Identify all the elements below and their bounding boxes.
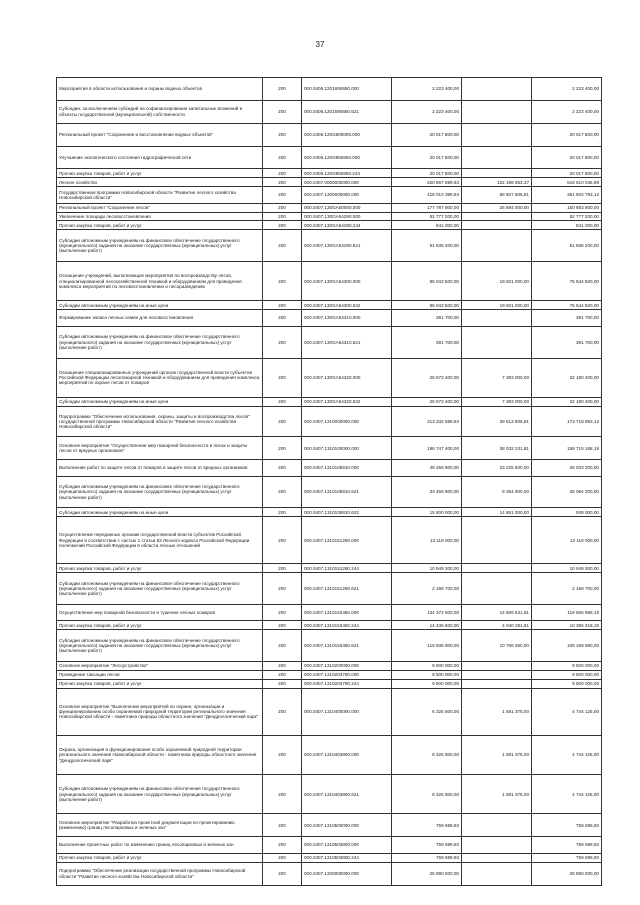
admin-code-cell: 200 <box>263 662 302 671</box>
amount-regional-cell: 2 223 400,00 <box>532 78 602 101</box>
budget-code-cell: 000.0407.130GA54320.000 <box>302 358 392 397</box>
table-row <box>57 662 602 671</box>
budget-code-cell: 000.0406.1201690650.000 <box>302 78 392 101</box>
amount-regional-cell: 158 715 168,19 <box>532 437 602 460</box>
amount-total-cell: 6 325 500,00 <box>392 688 462 735</box>
amount-regional-cell: 75 544 500,00 <box>532 262 602 301</box>
table-row <box>57 187 602 204</box>
amount-federal-cell <box>462 853 532 862</box>
expense-name-cell: Основное мероприятие "Разработка проектной документации по проектированию (изменению) границ лесопарковых и зеленых зон" <box>57 814 263 837</box>
budget-code-cell: 000.0407.1310400000.000 <box>302 688 392 735</box>
table-row <box>57 604 602 621</box>
amount-total-cell: 177 787 800,00 <box>392 203 462 212</box>
amount-federal-cell <box>462 564 532 573</box>
amount-federal-cell <box>462 310 532 327</box>
amount-federal-cell: 19 501 000,00 <box>462 301 532 310</box>
expense-name-cell: Прочая закупка товаров, работ и услуг <box>57 853 263 862</box>
amount-total-cell: 2 168 700,00 <box>392 573 462 605</box>
amount-regional-cell: 2 168 700,00 <box>532 573 602 605</box>
table-row <box>57 476 602 508</box>
amount-total-cell: 95 043 500,00 <box>392 262 462 301</box>
admin-code-cell: 200 <box>263 397 302 406</box>
amount-total-cell: 9 500 000,00 <box>392 679 462 688</box>
amount-federal-cell <box>462 78 532 101</box>
amount-regional-cell: 75 544 500,00 <box>532 301 602 310</box>
amount-regional-cell: 26 033 300,00 <box>532 460 602 477</box>
table-row <box>57 853 602 862</box>
budget-code-cell: 000.0407.1310151290.000 <box>302 517 392 564</box>
budget-code-cell: 000.0407.1310203790.000 <box>302 670 392 679</box>
admin-code-cell: 200 <box>263 406 302 436</box>
amount-total-cell: 20 017 800,00 <box>392 169 462 178</box>
expense-name-cell: Выполнение проектных работ по изменению границ лесопарковых и зеленых зон <box>57 837 263 854</box>
amount-regional-cell: 4 744 125,00 <box>532 688 602 735</box>
amount-regional-cell: 173 718 993,12 <box>532 406 602 436</box>
amount-federal-cell <box>462 169 532 178</box>
amount-regional-cell: 22 180 400,00 <box>532 358 602 397</box>
table-row <box>57 621 602 630</box>
amount-total-cell: 391 700,00 <box>392 310 462 327</box>
admin-code-cell: 200 <box>263 123 302 146</box>
admin-code-cell: 200 <box>263 78 302 101</box>
amount-total-cell: 6 325 500,00 <box>392 775 462 814</box>
amount-federal-cell: 1 581 375,00 <box>462 735 532 774</box>
expense-name-cell: Субсидии автономным учреждениям на финансовое обеспечение государственного (муниципального) задания на оказание государственных (муниципальных) услуг (выполнение работ) <box>57 775 263 814</box>
expense-name-cell: Основное мероприятие "Лесоустройство" <box>57 662 263 671</box>
expense-name-cell: Субсидии автономным учреждениям на финансовое обеспечение государственного (муниципального) задания на оказание государственных (муниципальных) услуг (выполнение работ) <box>57 230 263 262</box>
amount-total-cell: 213 332 599,93 <box>392 406 462 436</box>
amount-federal-cell: 19 501 000,00 <box>462 262 532 301</box>
amount-regional-cell: 939 000,00 <box>532 508 602 517</box>
amount-regional-cell: 20 017 800,00 <box>532 123 602 146</box>
amount-federal-cell <box>462 123 532 146</box>
expense-name-cell: Мероприятия в области использования и охраны водных объектов <box>57 78 263 101</box>
amount-total-cell: 29 573 400,00 <box>392 358 462 397</box>
budget-code-cell: 000.0407.1310503800.244 <box>302 853 392 862</box>
expense-name-cell: Оснащение учреждений, выполняющих мероприятия по воспроизводству лесов, специализированной лесохозяйственной техникой и оборудованием для проведения комплекса мероприятий по лесовосстановлению и лесоразведению <box>57 262 263 301</box>
expense-name-cell: Прочая закупка товаров, работ и услуг <box>57 564 263 573</box>
expense-name-cell: Основное мероприятие "Выполнение мероприятий по охране, организации и функционированию особо охраняемой природной территории регионального значения Новосибирской области - памятника природы областного значения "Дендрологический парк" <box>57 688 263 735</box>
admin-code-cell: 200 <box>263 178 302 187</box>
amount-regional-cell: 841 000,00 <box>532 221 602 230</box>
expense-name-cell: Проведение таксации лесов <box>57 670 263 679</box>
budget-code-cell: 000.0406.120G800000.000 <box>302 123 392 146</box>
admin-code-cell: 200 <box>263 688 302 735</box>
budget-code-cell: 000.0407.1310500000.000 <box>302 814 392 837</box>
expense-name-cell: Подпрограмма "Обеспечение использования, охраны, защиты и воспроизводства лесов" государственной программы Новосибирской области "Развитие лесного хозяйства Новосибирской области" <box>57 406 263 436</box>
amount-total-cell: 9 500 000,00 <box>392 662 462 671</box>
budget-code-cell: 000.0407.1320000000.000 <box>302 862 392 885</box>
budget-code-cell: 000.0407.130GA54310.621 <box>302 326 392 358</box>
amount-federal-cell <box>462 230 532 262</box>
amount-total-cell: 26 890 000,00 <box>392 862 462 885</box>
amount-federal-cell <box>462 100 532 123</box>
expense-name-cell: Прочая закупка товаров, работ и услуг <box>57 169 263 178</box>
admin-code-cell: 200 <box>263 679 302 688</box>
amount-total-cell: 14 436 600,00 <box>392 621 462 630</box>
budget-code-cell: 000.0406.1201690650.521 <box>302 100 392 123</box>
table-row <box>57 814 602 837</box>
amount-federal-cell: 102 196 853,37 <box>462 178 532 187</box>
table-row <box>57 146 602 169</box>
budget-code-cell: 000.0406.120G850650.244 <box>302 169 392 178</box>
admin-code-cell: 200 <box>263 437 302 460</box>
budget-code-cell: 000.0407.130GA54310.000 <box>302 310 392 327</box>
amount-federal-cell <box>462 221 532 230</box>
table-row <box>57 301 602 310</box>
table-row <box>57 406 602 436</box>
amount-regional-cell: 759 699,93 <box>532 814 602 837</box>
amount-total-cell: 10 949 300,00 <box>392 564 462 573</box>
expense-name-cell: Выполнение работ по защите лесов от пожаров и защите лесов от вредных организмов <box>57 460 263 477</box>
budget-code-cell: 000.0406.120G850650.000 <box>302 146 392 169</box>
amount-federal-cell: 14 806 631,81 <box>462 604 532 621</box>
amount-federal-cell: 26 894 000,00 <box>462 203 532 212</box>
expense-name-cell: Осуществление переданных органам государственной власти субъектов Российской Федерации в соответствии с частью 1 статьи 83 Лесного кодекса Российской Федерации полномочий Российской Федерации в области лесных отношений <box>57 517 263 564</box>
expense-name-cell: Субсидии автономным учреждениям на иные цели <box>57 508 263 517</box>
amount-federal-cell: 10 766 350,00 <box>462 630 532 662</box>
amount-federal-cell: 8 364 600,00 <box>462 476 532 508</box>
amount-total-cell: 33 458 900,00 <box>392 476 462 508</box>
amount-regional-cell: 20 017 800,00 <box>532 169 602 178</box>
amount-regional-cell: 10 396 318,19 <box>532 621 602 630</box>
amount-regional-cell: 2 223 400,00 <box>532 100 602 123</box>
admin-code-cell: 200 <box>263 630 302 662</box>
expense-name-cell: Региональный проект "Сохранение лесов" <box>57 203 263 212</box>
table-row <box>57 178 602 187</box>
amount-total-cell: 20 017 800,00 <box>392 123 462 146</box>
table-row <box>57 688 602 735</box>
expense-name-cell: Государственная программа Новосибирской области "Развитие лесного хозяйства Новосибирской области" <box>57 187 263 204</box>
table-row <box>57 123 602 146</box>
budget-code-cell: 000.0407.1310503800.000 <box>302 837 392 854</box>
admin-code-cell: 200 <box>263 358 302 397</box>
admin-code-cell: 200 <box>263 310 302 327</box>
amount-total-cell: 418 010 399,93 <box>392 187 462 204</box>
budget-code-cell: 000.0407.130GA54290.621 <box>302 230 392 262</box>
amount-federal-cell: 7 393 000,00 <box>462 358 532 397</box>
table-row <box>57 169 602 178</box>
amount-regional-cell: 52 777 200,00 <box>532 212 602 221</box>
table-row <box>57 358 602 397</box>
budget-code-cell: 000.0407.1310153450.000 <box>302 604 392 621</box>
budget-code-cell: 000.0407.0000000000.000 <box>302 178 392 187</box>
expense-name-cell: Оснащение специализированных учреждений органов государственной власти субъектов Российской Федерации лесопожарной техникой и оборудованием для проведения комплекса мероприятий по охране лесов от пожаров <box>57 358 263 397</box>
table-row <box>57 262 602 301</box>
budget-code-cell: 000.0407.1310151290.244 <box>302 564 392 573</box>
amount-total-cell: 196 747 400,00 <box>392 437 462 460</box>
amount-total-cell: 6 325 500,00 <box>392 735 462 774</box>
admin-code-cell: 200 <box>263 814 302 837</box>
budget-code-cell: 000.0407.130GA54300.000 <box>302 262 392 301</box>
budget-code-cell: 000.0407.1310403800.621 <box>302 775 392 814</box>
admin-code-cell: 200 <box>263 517 302 564</box>
budget-code-cell: 000.0407.1310108810.622 <box>302 508 392 517</box>
table-row <box>57 310 602 327</box>
table-row <box>57 837 602 854</box>
amount-regional-cell: 26 890 000,00 <box>532 862 602 885</box>
amount-total-cell: 13 118 000,00 <box>392 517 462 564</box>
amount-regional-cell: 518 610 045,98 <box>532 178 602 187</box>
amount-total-cell: 134 372 500,00 <box>392 604 462 621</box>
admin-code-cell: 200 <box>263 735 302 774</box>
budget-code-cell: 000.0407.1310203790.244 <box>302 679 392 688</box>
admin-code-cell: 200 <box>263 853 302 862</box>
amount-federal-cell <box>462 814 532 837</box>
amount-regional-cell: 109 169 550,00 <box>532 630 602 662</box>
admin-code-cell: 200 <box>263 212 302 221</box>
expense-name-cell: Улучшение экологического состояния гидрографической сети <box>57 146 263 169</box>
amount-federal-cell: 1 581 375,00 <box>462 688 532 735</box>
table-row <box>57 630 602 662</box>
expense-name-cell: Региональный проект "Сохранение и восстановление водных объектов" <box>57 123 263 146</box>
budget-code-cell: 000.0407.1310000000.000 <box>302 406 392 436</box>
amount-total-cell: 759 699,93 <box>392 814 462 837</box>
table-row <box>57 564 602 573</box>
amount-federal-cell <box>462 146 532 169</box>
table-row <box>57 437 602 460</box>
admin-code-cell: 200 <box>263 837 302 854</box>
expense-name-cell: Лесное хозяйство <box>57 178 263 187</box>
amount-total-cell: 759 699,93 <box>392 837 462 854</box>
amount-regional-cell: 351 502 793,12 <box>532 187 602 204</box>
admin-code-cell: 200 <box>263 604 302 621</box>
table-row <box>57 326 602 358</box>
amount-federal-cell: 38 032 231,81 <box>462 437 532 460</box>
table-row <box>57 397 602 406</box>
page-number: 37 <box>315 40 325 49</box>
expense-name-cell: Субсидии автономным учреждениям на финансовое обеспечение государственного (муниципального) задания на оказание государственных (муниципальных) услуг (выполнение работ) <box>57 573 263 605</box>
budget-code-cell: 000.0407.130GA00000.000 <box>302 203 392 212</box>
amount-regional-cell: 25 094 300,00 <box>532 476 602 508</box>
budget-code-cell: 000.0407.1310153450.621 <box>302 630 392 662</box>
amount-federal-cell: 14 861 000,00 <box>462 508 532 517</box>
expense-name-cell: Субсидии автономным учреждениям на финансовое обеспечение государственного (муниципального) задания на оказание государственных (муниципальных) услуг (выполнение работ) <box>57 476 263 508</box>
expense-name-cell: Субсидии автономным учреждениям на финансовое обеспечение государственного (муниципального) задания на оказание государственных (муниципальных) услуг (выполнение работ) <box>57 630 263 662</box>
amount-federal-cell: 4 040 281,81 <box>462 621 532 630</box>
amount-federal-cell <box>462 517 532 564</box>
expense-name-cell: Прочая закупка товаров, работ и услуг <box>57 679 263 688</box>
table-row <box>57 230 602 262</box>
amount-regional-cell: 119 565 868,19 <box>532 604 602 621</box>
table-row <box>57 203 602 212</box>
expense-name-cell: Прочая закупка товаров, работ и услуг <box>57 221 263 230</box>
admin-code-cell: 200 <box>263 301 302 310</box>
admin-code-cell: 200 <box>263 476 302 508</box>
amount-federal-cell <box>462 326 532 358</box>
admin-code-cell: 200 <box>263 508 302 517</box>
table-row <box>57 517 602 564</box>
amount-regional-cell: 22 180 400,00 <box>532 397 602 406</box>
budget-code-cell: 000.0407.1300000000.000 <box>302 187 392 204</box>
amount-total-cell: 2 223 400,00 <box>392 100 462 123</box>
admin-code-cell: 200 <box>263 221 302 230</box>
amount-regional-cell: 9 500 000,00 <box>532 679 602 688</box>
amount-total-cell: 29 573 400,00 <box>392 397 462 406</box>
amount-total-cell: 9 500 000,00 <box>392 670 462 679</box>
amount-total-cell: 391 700,00 <box>392 326 462 358</box>
expense-name-cell: Основное мероприятие "Осуществление мер пожарной безопасности в лесах и защиты лесов от вредных организмов" <box>57 437 263 460</box>
expense-name-cell: Прочая закупка товаров, работ и услуг <box>57 621 263 630</box>
amount-federal-cell <box>462 573 532 605</box>
budget-code-cell: 000.0407.1310108810.000 <box>302 460 392 477</box>
table-row <box>57 775 602 814</box>
amount-regional-cell: 759 699,93 <box>532 853 602 862</box>
table-row <box>57 460 602 477</box>
admin-code-cell: 200 <box>263 146 302 169</box>
expense-name-cell: Осуществление мер пожарной безопасности и тушение лесных пожаров <box>57 604 263 621</box>
table-row <box>57 508 602 517</box>
amount-total-cell: 119 935 900,00 <box>392 630 462 662</box>
amount-regional-cell: 150 893 800,00 <box>532 203 602 212</box>
amount-total-cell: 841 000,00 <box>392 221 462 230</box>
admin-code-cell: 200 <box>263 775 302 814</box>
admin-code-cell: 200 <box>263 203 302 212</box>
admin-code-cell: 200 <box>263 187 302 204</box>
amount-total-cell: 2 223 400,00 <box>392 78 462 101</box>
amount-total-cell: 49 258 900,00 <box>392 460 462 477</box>
expense-name-cell: Субсидии, за исключением субсидий на софинансирование капитальных вложений в объекты государственной (муниципальной) собственности <box>57 100 263 123</box>
admin-code-cell: 200 <box>263 670 302 679</box>
amount-total-cell: 20 017 800,00 <box>392 146 462 169</box>
admin-code-cell: 200 <box>263 262 302 301</box>
amount-federal-cell <box>462 670 532 679</box>
amount-total-cell: 95 043 500,00 <box>392 301 462 310</box>
amount-regional-cell: 9 500 000,00 <box>532 662 602 671</box>
amount-total-cell: 51 936 200,00 <box>392 230 462 262</box>
table-row <box>57 221 602 230</box>
amount-federal-cell: 23 225 600,00 <box>462 460 532 477</box>
amount-regional-cell: 391 700,00 <box>532 310 602 327</box>
budget-code-cell: 000.0407.130GA54300.622 <box>302 301 392 310</box>
table-row <box>57 573 602 605</box>
amount-total-cell: 620 867 899,93 <box>392 178 462 187</box>
amount-regional-cell: 10 949 300,00 <box>532 564 602 573</box>
admin-code-cell: 200 <box>263 326 302 358</box>
table-row <box>57 679 602 688</box>
budget-code-cell: 000.0407.130GA54290.244 <box>302 221 392 230</box>
amount-total-cell: 759 699,93 <box>392 853 462 862</box>
admin-code-cell: 200 <box>263 100 302 123</box>
amount-regional-cell: 13 118 000,00 <box>532 517 602 564</box>
expense-name-cell: Охрана, организация и функционирование особо охраняемой природной территории регионального значения Новосибирской области - памятника природы областного значения "Дендрологический парк" <box>57 735 263 774</box>
budget-code-cell: 000.0407.1310153450.244 <box>302 621 392 630</box>
expense-name-cell: Увеличение площади лесовосстановления <box>57 212 263 221</box>
admin-code-cell: 200 <box>263 169 302 178</box>
amount-regional-cell: 4 744 125,00 <box>532 775 602 814</box>
expense-name-cell: Подпрограмма "Обеспечение реализации государственной программы Новосибирской области "Развитие лесного хозяйства Новосибирской области" <box>57 862 263 885</box>
expense-name-cell: Субсидии автономным учреждениям на иные цели <box>57 397 263 406</box>
admin-code-cell: 200 <box>263 564 302 573</box>
amount-federal-cell <box>462 862 532 885</box>
amount-federal-cell <box>462 679 532 688</box>
amount-regional-cell: 4 744 125,00 <box>532 735 602 774</box>
amount-regional-cell: 20 017 800,00 <box>532 146 602 169</box>
admin-code-cell: 200 <box>263 230 302 262</box>
amount-federal-cell <box>462 837 532 854</box>
budget-table <box>56 77 602 886</box>
amount-regional-cell: 391 700,00 <box>532 326 602 358</box>
table-row <box>57 862 602 885</box>
budget-code-cell: 000.0407.1310403800.000 <box>302 735 392 774</box>
amount-federal-cell: 66 507 606,81 <box>462 187 532 204</box>
budget-code-cell: 000.0407.1310100000.000 <box>302 437 392 460</box>
admin-code-cell: 200 <box>263 460 302 477</box>
table-row <box>57 78 602 101</box>
amount-regional-cell: 759 699,93 <box>532 837 602 854</box>
amount-federal-cell <box>462 212 532 221</box>
table-row <box>57 100 602 123</box>
budget-code-cell: 000.0407.130GA54320.622 <box>302 397 392 406</box>
expense-name-cell: Формирование запаса лесных семян для лесовосстановления <box>57 310 263 327</box>
budget-code-cell: 000.0407.1310108810.621 <box>302 476 392 508</box>
table-row <box>57 212 602 221</box>
budget-code-cell: 000.0407.130GA54290.000 <box>302 212 392 221</box>
expense-name-cell: Субсидии автономным учреждениям на финансовое обеспечение государственного (муниципального) задания на оказание государственных (муниципальных) услуг (выполнение работ) <box>57 326 263 358</box>
amount-federal-cell <box>462 662 532 671</box>
amount-federal-cell: 39 613 606,81 <box>462 406 532 436</box>
amount-regional-cell: 9 500 000,00 <box>532 670 602 679</box>
admin-code-cell: 200 <box>263 621 302 630</box>
budget-code-cell: 000.0407.1310200000.000 <box>302 662 392 671</box>
expense-name-cell: Субсидии автономным учреждениям на иные цели <box>57 301 263 310</box>
table-row <box>57 670 602 679</box>
amount-federal-cell: 7 393 000,00 <box>462 397 532 406</box>
table-row <box>57 735 602 774</box>
amount-federal-cell: 1 581 375,00 <box>462 775 532 814</box>
budget-code-cell: 000.0407.1310151290.621 <box>302 573 392 605</box>
admin-code-cell: 200 <box>263 862 302 885</box>
amount-total-cell: 52 777 200,00 <box>392 212 462 221</box>
amount-total-cell: 15 800 000,00 <box>392 508 462 517</box>
admin-code-cell: 200 <box>263 573 302 605</box>
amount-regional-cell: 51 936 200,00 <box>532 230 602 262</box>
